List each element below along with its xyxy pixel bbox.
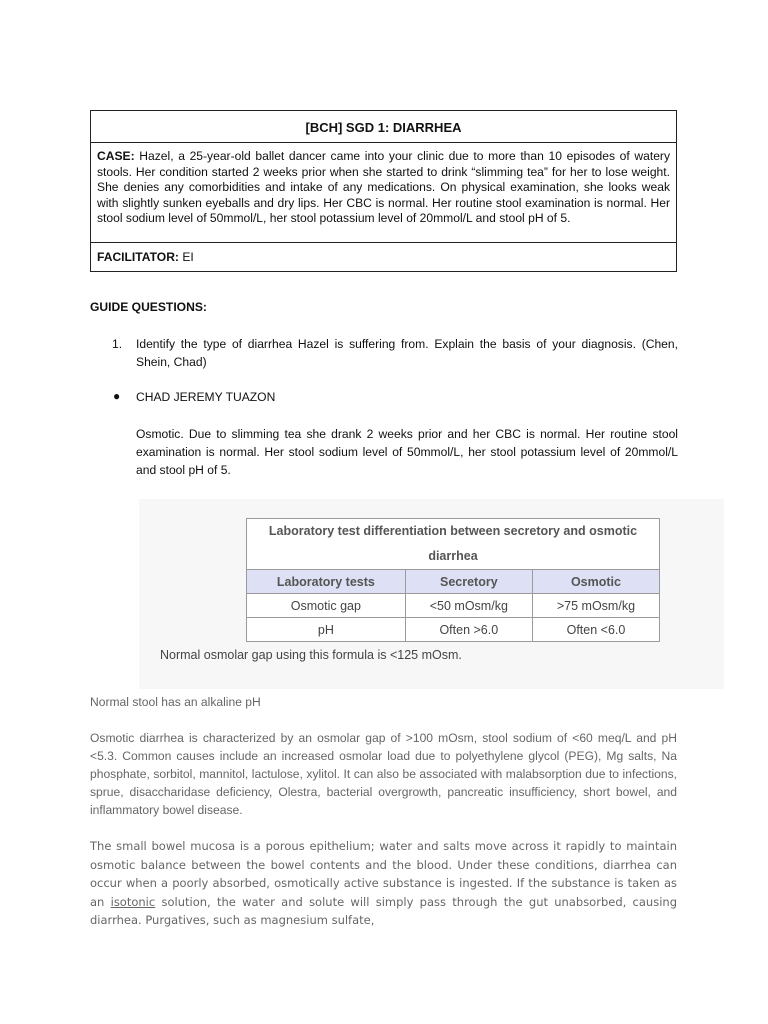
paragraph-text: solution, the water and solute will simply pass through the gut unabsorbed, causing diarrhea. Purgatives, such as magnesium sulfate,: [90, 894, 677, 927]
table-row: [247, 618, 660, 642]
question-number: 1.: [112, 337, 123, 351]
case-box: [90, 110, 677, 272]
case-label: CASE:: [97, 149, 135, 163]
facilitator-value: EI: [178, 250, 194, 264]
lab-table-cell: pH: [247, 618, 406, 642]
bullet-icon: ●: [113, 389, 121, 403]
student-name: CHAD JEREMY TUAZON: [136, 390, 276, 404]
case-title: [BCH] SGD 1: DIARRHEA: [91, 111, 676, 143]
osmotic-diarrhea-paragraph: Osmotic diarrhea is characterized by an osmolar gap of >100 mOsm, stool sodium of <60 meq/L and pH <5.3. Common causes include an increased osmolar load due to polyethylene glycol (PEG), Mg salts, Na phosphate, sorbitol, mannitol, lactulose, xylitol. It can also be associated with malabsorption due to infections, sprue, disaccharidase deficiency, Olestra, bacterial overgrowth, pancreatic insufficiency, short bowel, and inflammatory bowel disease.: [90, 731, 677, 817]
small-bowel-paragraph: [90, 837, 677, 930]
lab-table-caption: Laboratory test differentiation between secretory and osmotic diarrhea: [247, 519, 660, 570]
question-text: Identify the type of diarrhea Hazel is suffering from. Explain the basis of your diagnosis. (Chen, Shein, Chad): [136, 337, 678, 369]
lab-table-header: Laboratory tests: [247, 570, 406, 594]
paragraph-text: The small bowel mucosa is a porous epithelium; water and salts move across it rapidly to maintain osmotic balance between the bowel contents and the blood. Under these conditions, diarrhea can occur when a poorly absorbed, osmotically active substance is ingested. If the substance is taken as an: [90, 839, 677, 909]
question-1: [112, 336, 678, 371]
table-row: [247, 594, 660, 618]
facilitator-row: [91, 243, 676, 271]
case-text: Hazel, a 25-year-old ballet dancer came into your clinic due to more than 10 episodes of watery stools. Her condition started 2 weeks prior when she started to drink “slimming tea” for her to lose weight. She denies any comorbidities and intake of any medications. On physical examination, she looks weak with slightly sunken eyeballs and dry lips. Her CBC is normal. Her routine stool examination is normal. Her stool sodium level of 50mmol/L, her stool potassium level of 20mmol/L and stool pH of 5.: [97, 149, 670, 226]
facilitator-label: FACILITATOR:: [97, 250, 179, 264]
lab-table-header: Secretory: [405, 570, 532, 594]
alkaline-ph-note: Normal stool has an alkaline pH: [90, 695, 261, 709]
lab-table-header: Osmotic: [532, 570, 659, 594]
lab-table-cell: Often >6.0: [405, 618, 532, 642]
case-description: [91, 143, 676, 243]
lab-table-cell: <50 mOsm/kg: [405, 594, 532, 618]
lab-table-cell: Often <6.0: [532, 618, 659, 642]
isotonic-link[interactable]: isotonic: [110, 894, 156, 909]
answer-paragraph: Osmotic. Due to slimming tea she drank 2 weeks prior and her CBC is normal. Her routine stool examination is normal. Her stool sodium level of 50mmol/L, her stool potassium level of 20mmol/L and stool pH of 5.: [136, 427, 678, 477]
guide-questions-heading: GUIDE QUESTIONS:: [90, 300, 207, 314]
lab-table-cell: >75 mOsm/kg: [532, 594, 659, 618]
lab-table-cell: Osmotic gap: [247, 594, 406, 618]
lab-table-image: [139, 499, 724, 689]
bullet-item: [112, 390, 275, 404]
lab-table: [246, 518, 660, 642]
lab-table-note: Normal osmolar gap using this formula is <125 mOsm.: [160, 648, 462, 662]
